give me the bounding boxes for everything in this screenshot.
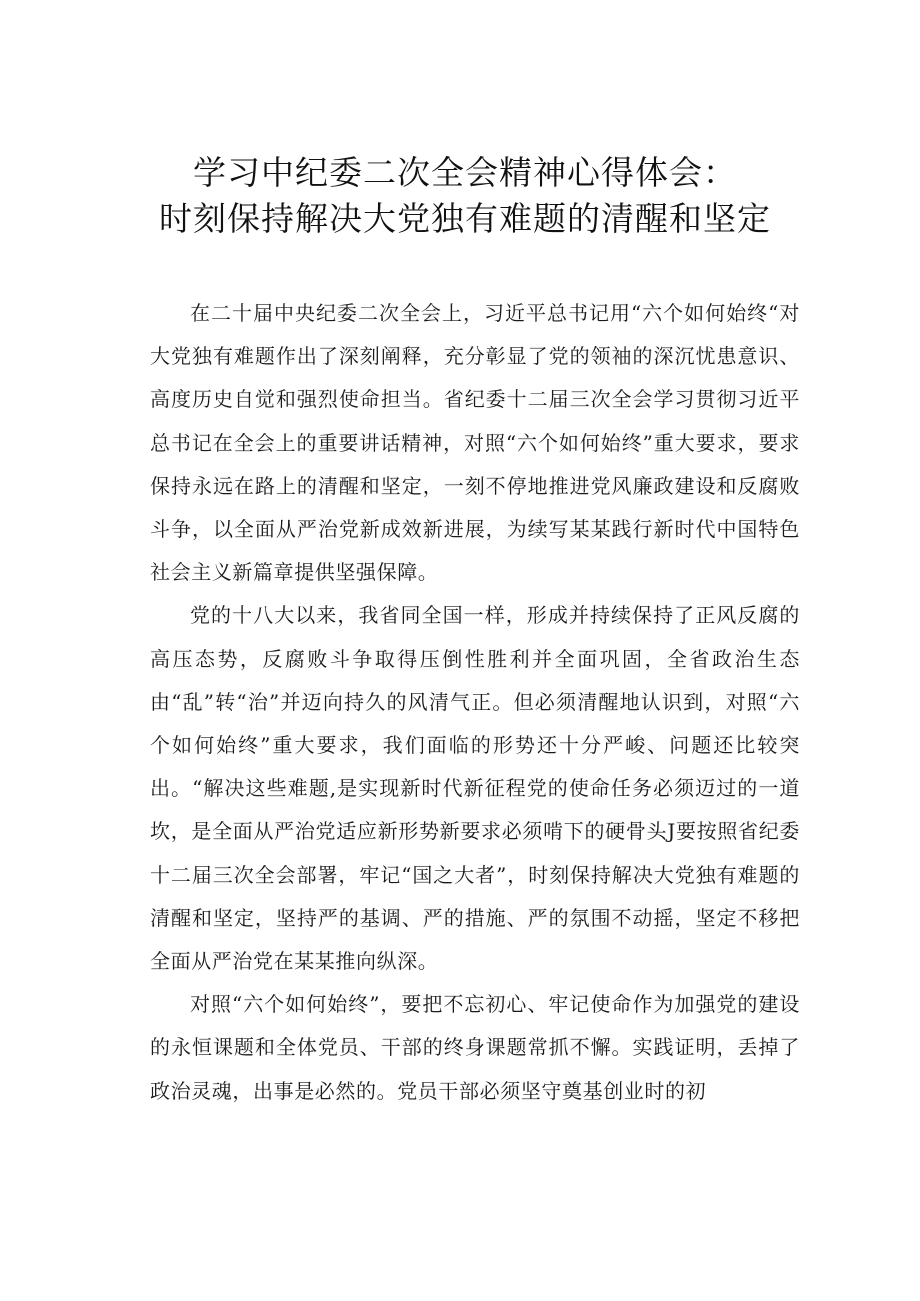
paragraph-3: 对照“六个如何始终”，要把不忘初心、牢记使命作为加强党的建设的永恒课题和全体党员、干部的终身课题常抓不懈。实践证明，丢掉了政治灵魂，出事是必然的。党员干部必须坚守奠基创业时的初 [150,992,800,1103]
title-line-2: 时刻保持解决大党独有难题的清醒和坚定 [159,199,771,238]
paragraph-1: 在二十届中央纪委二次全会上，习近平总书记用“六个如何始终“对大党独有难题作出了深刻阐释，充分彰显了党的领袖的深沉忧患意识、高度历史自觉和强烈使命担当。省纪委十二届三次全会学习贯彻习近平总书记在全会上的重要讲话精神，对照“六个如何始终”重大要求，要求保持永远在路上的清醒和坚定，一刻不停地推进党风廉政建设和反腐败斗争，以全面从严治党新成效新进展，为续写某某践行新时代中国特色社会主义新篇章提供坚强保障。 [150,301,800,585]
title-line-1: 学习中纪委二次全会精神心得体会： [193,153,737,192]
paragraph-2: 党的十八大以来，我省同全国一样，形成并持续保持了正风反腐的高压态势，反腐败斗争取得压倒性胜利并全面巩固，全省政治生态由“乱”转“治”并迈向持久的风清气正。但必须清醒地认识到，对照“六个如何始终”重大要求，我们面临的形势还十分严峻、问题还比较突出。“解决这些难题,是实现新时代新征程党的使命任务必须迈过的一道坎，是全面从严治党适应新形势新要求必须啃下的硬骨头J要按照省纪委十二届三次全会部署，牢记“国之大者”，时刻保持解决大党独有难题的清醒和坚定，坚持严的基调、严的措施、严的氛围不动摇，坚定不移把全面从严治党在某某推向纵深。 [150,603,800,974]
document-body [150,292,800,1113]
document-title [0,150,920,242]
